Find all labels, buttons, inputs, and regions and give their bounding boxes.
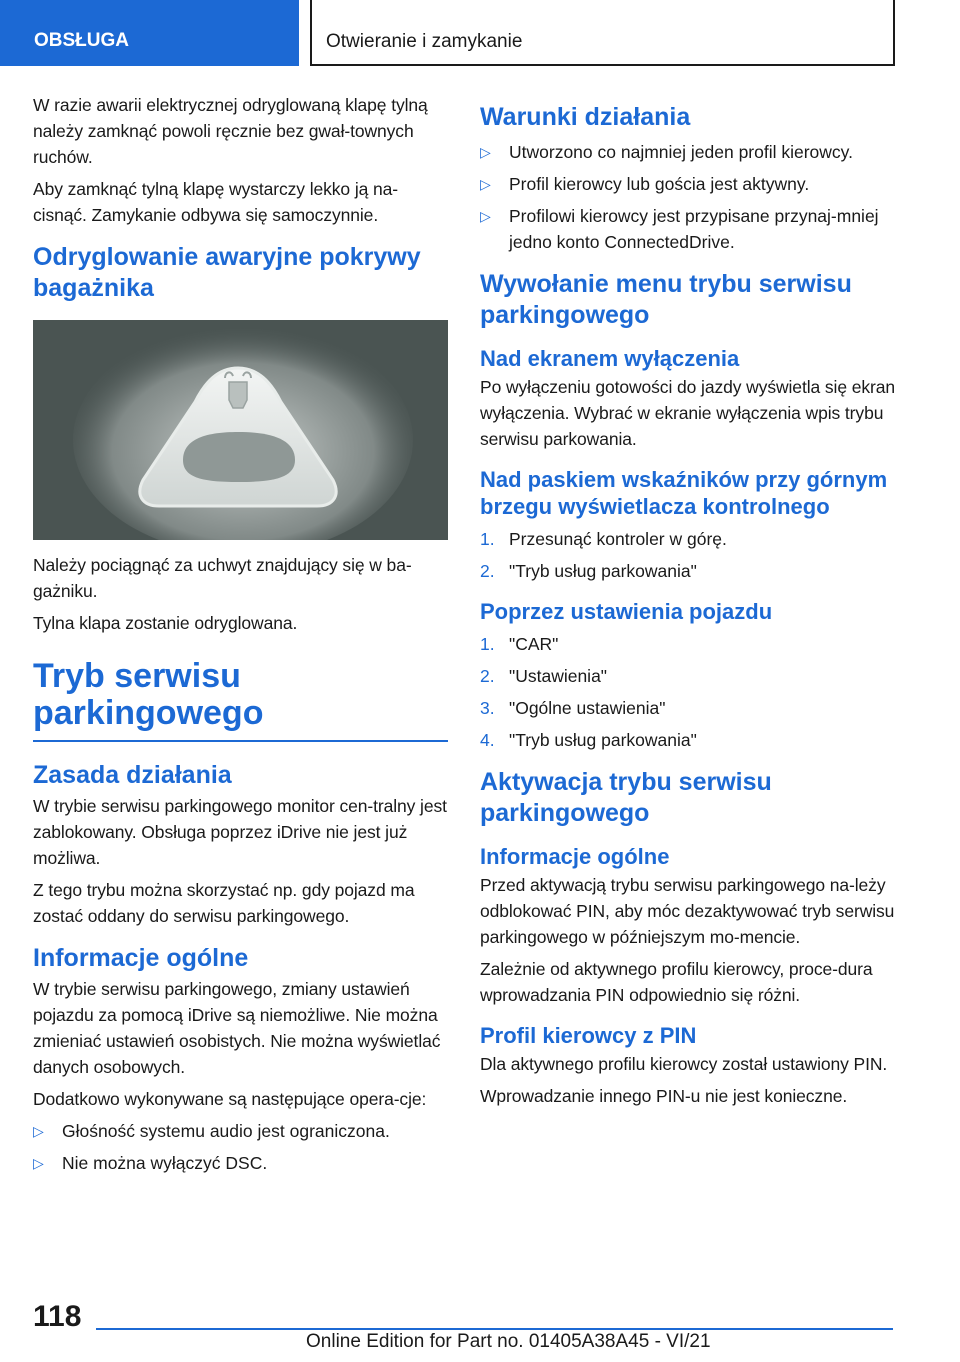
heading-call-menu: Wywołanie menu trybu serwisu parkingowego xyxy=(480,270,852,329)
edition-note: Online Edition for Part no. 01405A38A45 - VI/21 xyxy=(306,1331,711,1352)
triangle-bullet-icon: ▷ xyxy=(33,1155,44,1171)
conditions-list xyxy=(480,139,895,255)
heading-vehicle-settings: Poprzez ustawienia pojazdu xyxy=(480,599,773,624)
section-tab: OBSŁUGA xyxy=(0,0,299,66)
paragraph: Wprowadzanie innego PIN-u nie jest konieczne. xyxy=(480,1086,848,1106)
paragraph: Aby zamknąć tylną klapę wystarczy lekko ją na-cisnąć. Zamykanie odbywa się samoczynnie. xyxy=(33,179,398,225)
triangle-bullet-icon: ▷ xyxy=(480,208,491,224)
step-item: 1. Przesunąć kontroler w górę. xyxy=(480,529,727,549)
paragraph: Po wyłączeniu gotowości do jazdy wyświetla się ekran wyłączenia. Wybrać w ekranie wyłączenia wpis trybu serwisu parkowania. xyxy=(480,377,895,449)
page-number: 118 xyxy=(33,1300,82,1333)
trunk-handle-figure xyxy=(33,320,448,540)
paragraph: W razie awarii elektrycznej odryglowaną klapę tylną należy zamknąć powoli ręcznie bez gwał-townych ruchów. xyxy=(33,95,428,167)
left-column xyxy=(33,92,448,1182)
paragraph: Zależnie od aktywnego profilu kierowcy, proce-dura wprowadzania PIN odpowiednio się różni. xyxy=(480,959,873,1005)
heading-off-screen: Nad ekranem wyłączenia xyxy=(480,346,740,371)
paragraph: Należy pociągnąć za uchwyt znajdujący się w ba-gażniku. xyxy=(33,555,412,601)
paragraph: Dla aktywnego profilu kierowcy został ustawiony PIN. xyxy=(480,1054,888,1074)
step-item: 2. "Tryb usług parkowania" xyxy=(480,561,697,581)
paragraph: W trybie serwisu parkingowego monitor cen-tralny jest zablokowany. Obsługa poprzez iDrive nie jest już możliwa. xyxy=(33,796,447,868)
paragraph: Dodatkowo wykonywane są następujące opera-cje: xyxy=(33,1089,427,1109)
heading-emergency-unlock: Odryglowanie awaryjne pokrywy bagażnika xyxy=(33,243,421,302)
triangle-bullet-icon: ▷ xyxy=(33,1123,44,1139)
settings-steps xyxy=(480,631,895,753)
heading-indicator-bar: Nad paskiem wskaźników przy górnym brzegu wyświetlacza kontrolnego xyxy=(480,467,888,519)
footer-divider xyxy=(96,1328,893,1330)
operations-list xyxy=(33,1118,448,1176)
chapter-title: Otwieranie i zamykanie xyxy=(326,31,523,52)
paragraph: Przed aktywacją trybu serwisu parkingowego na-leży odblokować PIN, aby móc dezaktywować tryb serwisu parkingowego w późniejszym mo-mencie. xyxy=(480,875,895,947)
right-column xyxy=(480,92,895,1115)
step-item: 3. "Ogólne ustawienia" xyxy=(480,698,666,718)
list-item: ▷ Nie można wyłączyć DSC. xyxy=(33,1150,448,1176)
paragraph: Tylna klapa zostanie odryglowana. xyxy=(33,613,298,633)
triangle-bullet-icon: ▷ xyxy=(480,144,491,160)
heading-general-info: Informacje ogólne xyxy=(33,944,249,972)
paragraph: W trybie serwisu parkingowego, zmiany ustawień pojazdu za pomocą iDrive są niemożliwe. Nie można zmieniać ustawień osobistych. Nie można wyświetlać danych osobowych. xyxy=(33,979,441,1077)
list-item: ▷ Utworzono co najmniej jeden profil kierowcy. xyxy=(480,139,895,165)
page-header xyxy=(0,0,960,66)
step-item: 4. "Tryb usług parkowania" xyxy=(480,730,697,750)
list-item: ▷ Głośność systemu audio jest ograniczona. xyxy=(33,1118,448,1144)
heading-principle: Zasada działania xyxy=(33,761,232,789)
heading-activation: Aktywacja trybu serwisu parkingowego xyxy=(480,768,772,827)
heading-conditions: Warunki działania xyxy=(480,103,691,131)
trunk-release-handle-illustration xyxy=(33,320,448,540)
indicator-steps xyxy=(480,526,895,584)
list-item: ▷ Profil kierowcy lub gościa jest aktywny. xyxy=(480,171,895,197)
paragraph: Z tego trybu można skorzystać np. gdy pojazd ma zostać oddany do serwisu parkingowego. xyxy=(33,880,415,926)
step-item: 1. "CAR" xyxy=(480,634,559,654)
heading-driver-profile-pin: Profil kierowcy z PIN xyxy=(480,1023,697,1048)
step-item: 2. "Ustawienia" xyxy=(480,666,608,686)
list-item: ▷ Profilowi kierowcy jest przypisane przynaj-mniej jedno konto ConnectedDrive. xyxy=(480,203,895,255)
triangle-bullet-icon: ▷ xyxy=(480,176,491,192)
heading-general-info-2: Informacje ogólne xyxy=(480,844,670,869)
chapter-heading: Tryb serwisu parkingowego xyxy=(33,658,448,742)
